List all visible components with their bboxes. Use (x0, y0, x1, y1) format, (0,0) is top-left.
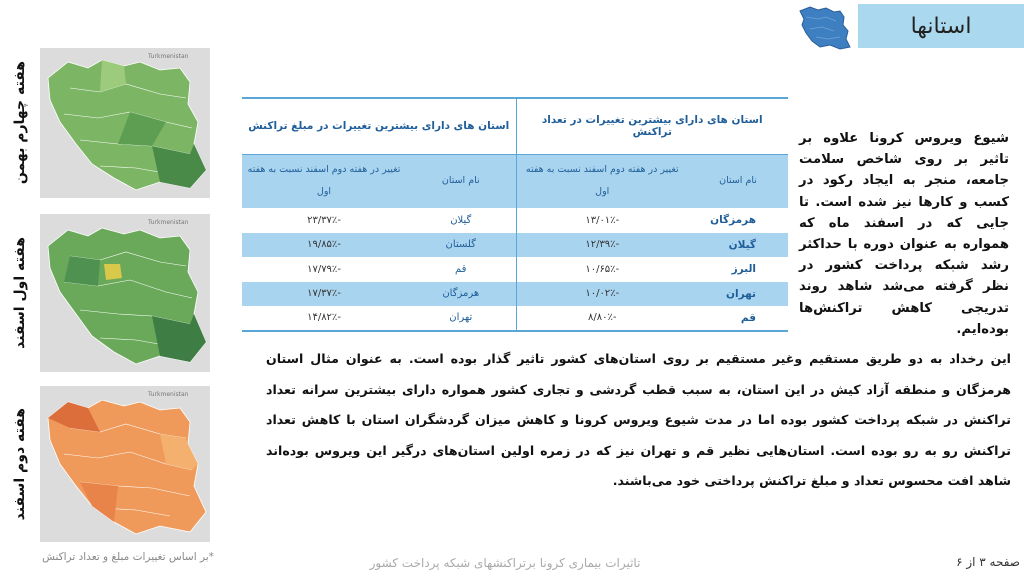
amount-group-header: استان های دارای بیشترین تغییرات در مبلغ تراکنش (242, 98, 516, 154)
table-row (242, 306, 788, 331)
iran-map-green-2 (40, 214, 210, 372)
count-change-header: تغییر در هفته دوم اسفند نسبت به هفته اول (516, 154, 688, 208)
amount-province-cell: تهران (406, 306, 516, 331)
count-province-cell: البرز (731, 263, 756, 276)
count-province-cell: قم (688, 306, 788, 331)
table-row (242, 208, 788, 233)
svg-text:Turkmenistan: Turkmenistan (148, 53, 189, 60)
svg-text:Turkmenistan: Turkmenistan (148, 219, 189, 226)
count-province-cell: هرمزگان (710, 214, 756, 227)
iran-map-icon (796, 3, 854, 51)
amount-change-cell: -۱۹/۸۵٪ (242, 233, 406, 258)
count-change-cell: -۱۰/۶۵٪ (516, 257, 688, 282)
map-week1-esfand (40, 214, 210, 372)
map-label-week1-esfand: هفته اول اسفند (12, 237, 28, 349)
iran-map-orange (40, 386, 210, 542)
count-change-cell: -۱۲/۳۹٪ (516, 233, 688, 258)
table-row (242, 233, 788, 258)
amount-province-cell: گلستان (406, 233, 516, 258)
map-label-week2-esfand: هفته دوم اسفند (12, 407, 28, 521)
province-changes-table (242, 97, 788, 332)
report-title-footer: تاثیرات بیماری کرونا برتراکنشهای شبکه پرداخت کشور (369, 556, 641, 570)
table-row (242, 282, 788, 307)
intro-paragraph: شیوع ویروس کرونا علاوه بر تاثیر بر روی شاخص سلامت جامعه، منجر به ایجاد رکود در کسب و کارها نیز شده است. تا جایی که در اسفند ماه که همواره به عنوان دوره با حداکثر رشد شبکه پرداخت کشور در نظر گرفته می‌شد شاهد روند تدریجی کاهش تراکنش‌ها بوده‌ایم. (799, 131, 1009, 337)
map-week2-esfand (40, 386, 210, 542)
count-province-cell: تهران (688, 282, 788, 307)
amount-province-cell: گیلان (450, 214, 472, 226)
amount-change-cell: -۱۷/۷۹٪ (307, 263, 341, 275)
svg-text:Turkmenistan: Turkmenistan (148, 391, 189, 398)
count-change-cell: -۸/۸۰٪ (516, 306, 688, 331)
table-row (242, 257, 788, 282)
amount-province-header: نام استان (406, 154, 516, 208)
count-province-cell: گیلان (688, 233, 788, 258)
iran-map-green-1 (40, 48, 210, 198)
amount-province-cell: قم (455, 263, 467, 275)
count-province-header: نام استان (688, 154, 788, 208)
map-label-week4-bahman: هفته چهارم بهمن (12, 61, 28, 185)
count-group-header: استان های دارای بیشترین تغییرات در تعداد تراکنش (516, 98, 788, 154)
amount-change-header: تغییر در هفته دوم اسفند نسبت به هفته اول (242, 154, 406, 208)
main-paragraph: این رخداد به دو طریق مستقیم وغیر مستقیم بر روی استان‌های کشور تاثیر گذار بوده است. به عنوان مثال استان هرمزگان و منطقه آزاد کیش در این استان، به سبب قطب گردشی و تجاری کشور همواره دارای بیشترین سرانه تعداد تراکنش در شبکه پرداخت کشور بوده اما در مدت شیوع ویروس کرونا و کاهش میزان گردشگران استان با کاهش تعداد تراکنش رو به رو بوده است. استان‌هایی نظیر قم و تهران نیز که در زمره اولین استان‌های درگیر این ویروس بوده‌اند شاهد افت محسوس تعداد و مبلغ تراکنش پرداختی خود می‌باشند. (266, 351, 1011, 488)
map-week4-bahman (40, 48, 210, 198)
amount-change-cell: -۲۳/۳۷٪ (307, 214, 341, 226)
count-change-cell: -۱۳/۰۱٪ (516, 208, 688, 233)
amount-change-cell: -۱۴/۸۲٪ (242, 306, 406, 331)
count-change-cell: -۱۰/۰۲٪ (516, 282, 688, 307)
amount-province-cell: هرمزگان (406, 282, 516, 307)
page-number: صفحه ۳ از ۶ (956, 555, 1020, 569)
amount-change-cell: -۱۷/۳۷٪ (242, 282, 406, 307)
footnote: *بر اساس تغییرات مبلغ و تعداد تراکنش (42, 551, 214, 563)
page-title: استانها (858, 4, 1024, 48)
